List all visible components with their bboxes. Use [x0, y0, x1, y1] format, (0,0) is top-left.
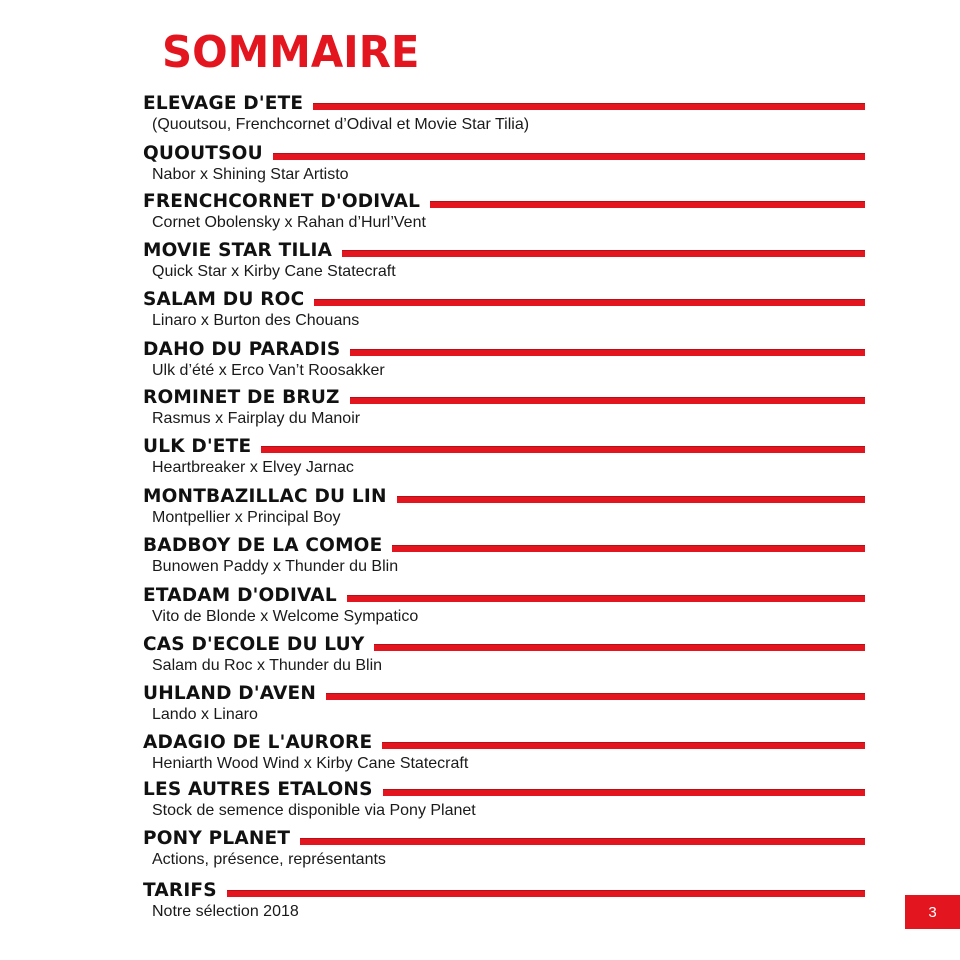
entry-title: CAS D'ECOLE DU LUY — [143, 634, 365, 655]
red-rule — [227, 890, 865, 897]
red-rule — [326, 693, 865, 700]
red-rule — [350, 349, 865, 356]
red-rule — [273, 153, 865, 160]
entry-subtitle: Linaro x Burton des Chouans — [152, 312, 360, 329]
entry-title: ROMINET DE BRUZ — [143, 387, 340, 408]
toc-entry-montbazillac-du-lin[interactable] — [143, 486, 865, 532]
red-rule — [342, 250, 865, 257]
entry-title: UHLAND D'AVEN — [143, 683, 317, 704]
entry-title: MOVIE STAR TILIA — [143, 240, 333, 261]
toc-entry-frenchcornet-d-odival[interactable] — [143, 191, 865, 237]
entry-subtitle: Quick Star x Kirby Cane Statecraft — [152, 263, 396, 280]
entry-title: SALAM DU ROC — [143, 289, 305, 310]
red-rule — [313, 103, 865, 110]
entry-title: ADAGIO DE L'AURORE — [143, 732, 373, 753]
entry-title: ETADAM D'ODIVAL — [143, 585, 337, 606]
red-rule — [347, 595, 865, 602]
toc-entry-badboy-de-la-comoe[interactable] — [143, 535, 865, 581]
entry-subtitle: Heniarth Wood Wind x Kirby Cane Statecraft — [152, 755, 469, 772]
toc-entry-daho-du-paradis[interactable] — [143, 339, 865, 385]
entry-subtitle: Notre sélection 2018 — [152, 903, 299, 920]
entry-title: DAHO DU PARADIS — [143, 339, 341, 360]
toc-entry-les-autres-etalons[interactable] — [143, 779, 865, 825]
entry-subtitle: Heartbreaker x Elvey Jarnac — [152, 459, 354, 476]
entry-title: ULK D'ETE — [143, 436, 252, 457]
page-number-badge — [905, 895, 960, 929]
toc-entry-pony-planet[interactable] — [143, 828, 865, 874]
toc-entry-rominet-de-bruz[interactable] — [143, 387, 865, 433]
toc-entry-elevage-d-ete[interactable] — [143, 93, 865, 139]
entry-subtitle: Stock de semence disponible via Pony Planet — [152, 802, 476, 819]
entry-subtitle: Ulk d’été x Erco Van’t Roosakker — [152, 362, 385, 379]
table-of-contents — [143, 0, 865, 960]
toc-entry-tarifs[interactable] — [143, 880, 865, 926]
toc-entry-ulk-d-ete[interactable] — [143, 436, 865, 482]
page-number: 3 — [928, 903, 937, 921]
toc-entry-etadam-d-odival[interactable] — [143, 585, 865, 631]
red-rule — [382, 742, 865, 749]
red-rule — [383, 789, 865, 796]
toc-entry-cas-d-ecole-du-luy[interactable] — [143, 634, 865, 680]
toc-entry-quoutsou[interactable] — [143, 143, 865, 189]
red-rule — [261, 446, 865, 453]
toc-entry-uhland-d-aven[interactable] — [143, 683, 865, 729]
red-rule — [374, 644, 865, 651]
red-rule — [392, 545, 865, 552]
entry-title: BADBOY DE LA COMOE — [143, 535, 383, 556]
toc-entry-movie-star-tilia[interactable] — [143, 240, 865, 286]
entry-subtitle: Nabor x Shining Star Artisto — [152, 166, 349, 183]
entry-subtitle: Vito de Blonde x Welcome Sympatico — [152, 608, 419, 625]
red-rule — [430, 201, 865, 208]
red-rule — [350, 397, 865, 404]
entry-subtitle: Salam du Roc x Thunder du Blin — [152, 657, 383, 674]
entry-title: LES AUTRES ETALONS — [143, 779, 373, 800]
entry-subtitle: Rasmus x Fairplay du Manoir — [152, 410, 361, 427]
entry-title: MONTBAZILLAC DU LIN — [143, 486, 387, 507]
entry-subtitle: Cornet Obolensky x Rahan d’Hurl’Vent — [152, 214, 426, 231]
entry-subtitle: Bunowen Paddy x Thunder du Blin — [152, 558, 399, 575]
entry-title: FRENCHCORNET D'ODIVAL — [143, 191, 421, 212]
entry-title: QUOUTSOU — [143, 143, 263, 164]
red-rule — [397, 496, 865, 503]
red-rule — [314, 299, 865, 306]
toc-entry-salam-du-roc[interactable] — [143, 289, 865, 335]
entry-subtitle: Lando x Linaro — [152, 706, 258, 723]
entry-title: TARIFS — [143, 880, 217, 901]
entry-title: ELEVAGE D'ETE — [143, 93, 304, 114]
toc-entry-adagio-de-l-aurore[interactable] — [143, 732, 865, 778]
red-rule — [300, 838, 865, 845]
entry-subtitle: Actions, présence, représentants — [152, 851, 386, 868]
entry-subtitle: (Quoutsou, Frenchcornet d’Odival et Movie Star Tilia) — [152, 116, 530, 133]
entry-title: PONY PLANET — [143, 828, 291, 849]
entry-subtitle: Montpellier x Principal Boy — [152, 509, 341, 526]
page-title: SOMMAIRE — [162, 27, 420, 78]
